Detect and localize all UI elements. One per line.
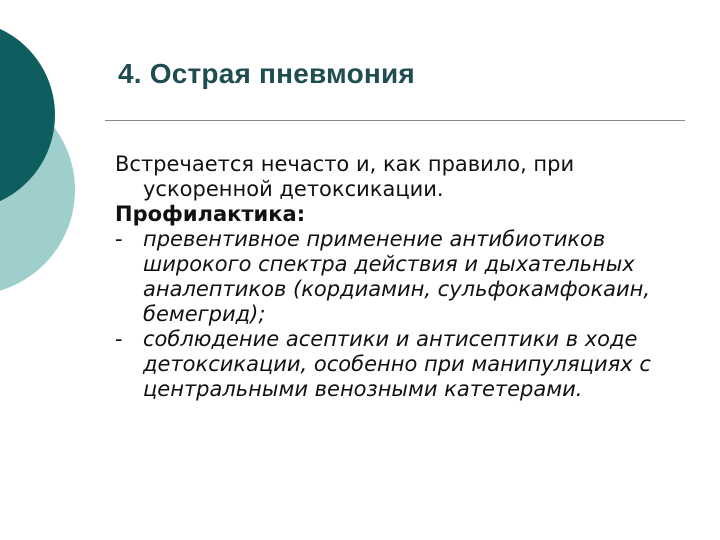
list-item	[115, 227, 695, 327]
prevention-heading: Профилактика:	[115, 202, 306, 226]
list-item	[115, 327, 695, 402]
decorative-circles	[0, 0, 90, 300]
slide-title: 4. Острая пневмония	[118, 58, 415, 89]
list-item-text: соблюдение асептики и антисептики в ходе детоксикации, особенно при манипуляциях с центральными венозными катетерами.	[143, 327, 651, 401]
list-marker: -	[115, 327, 123, 351]
list-marker: -	[115, 227, 123, 251]
intro-paragraph: Встречается нечасто и, как правило, при ускоренной детоксикации.	[115, 152, 575, 201]
list-item-text: превентивное применение антибиотиков широкого спектра действия и дыхательных аналептиков (кордиамин, сульфокамфокаин, бемегрид);	[143, 227, 651, 326]
title-divider	[105, 120, 685, 121]
slide-body	[115, 152, 695, 402]
